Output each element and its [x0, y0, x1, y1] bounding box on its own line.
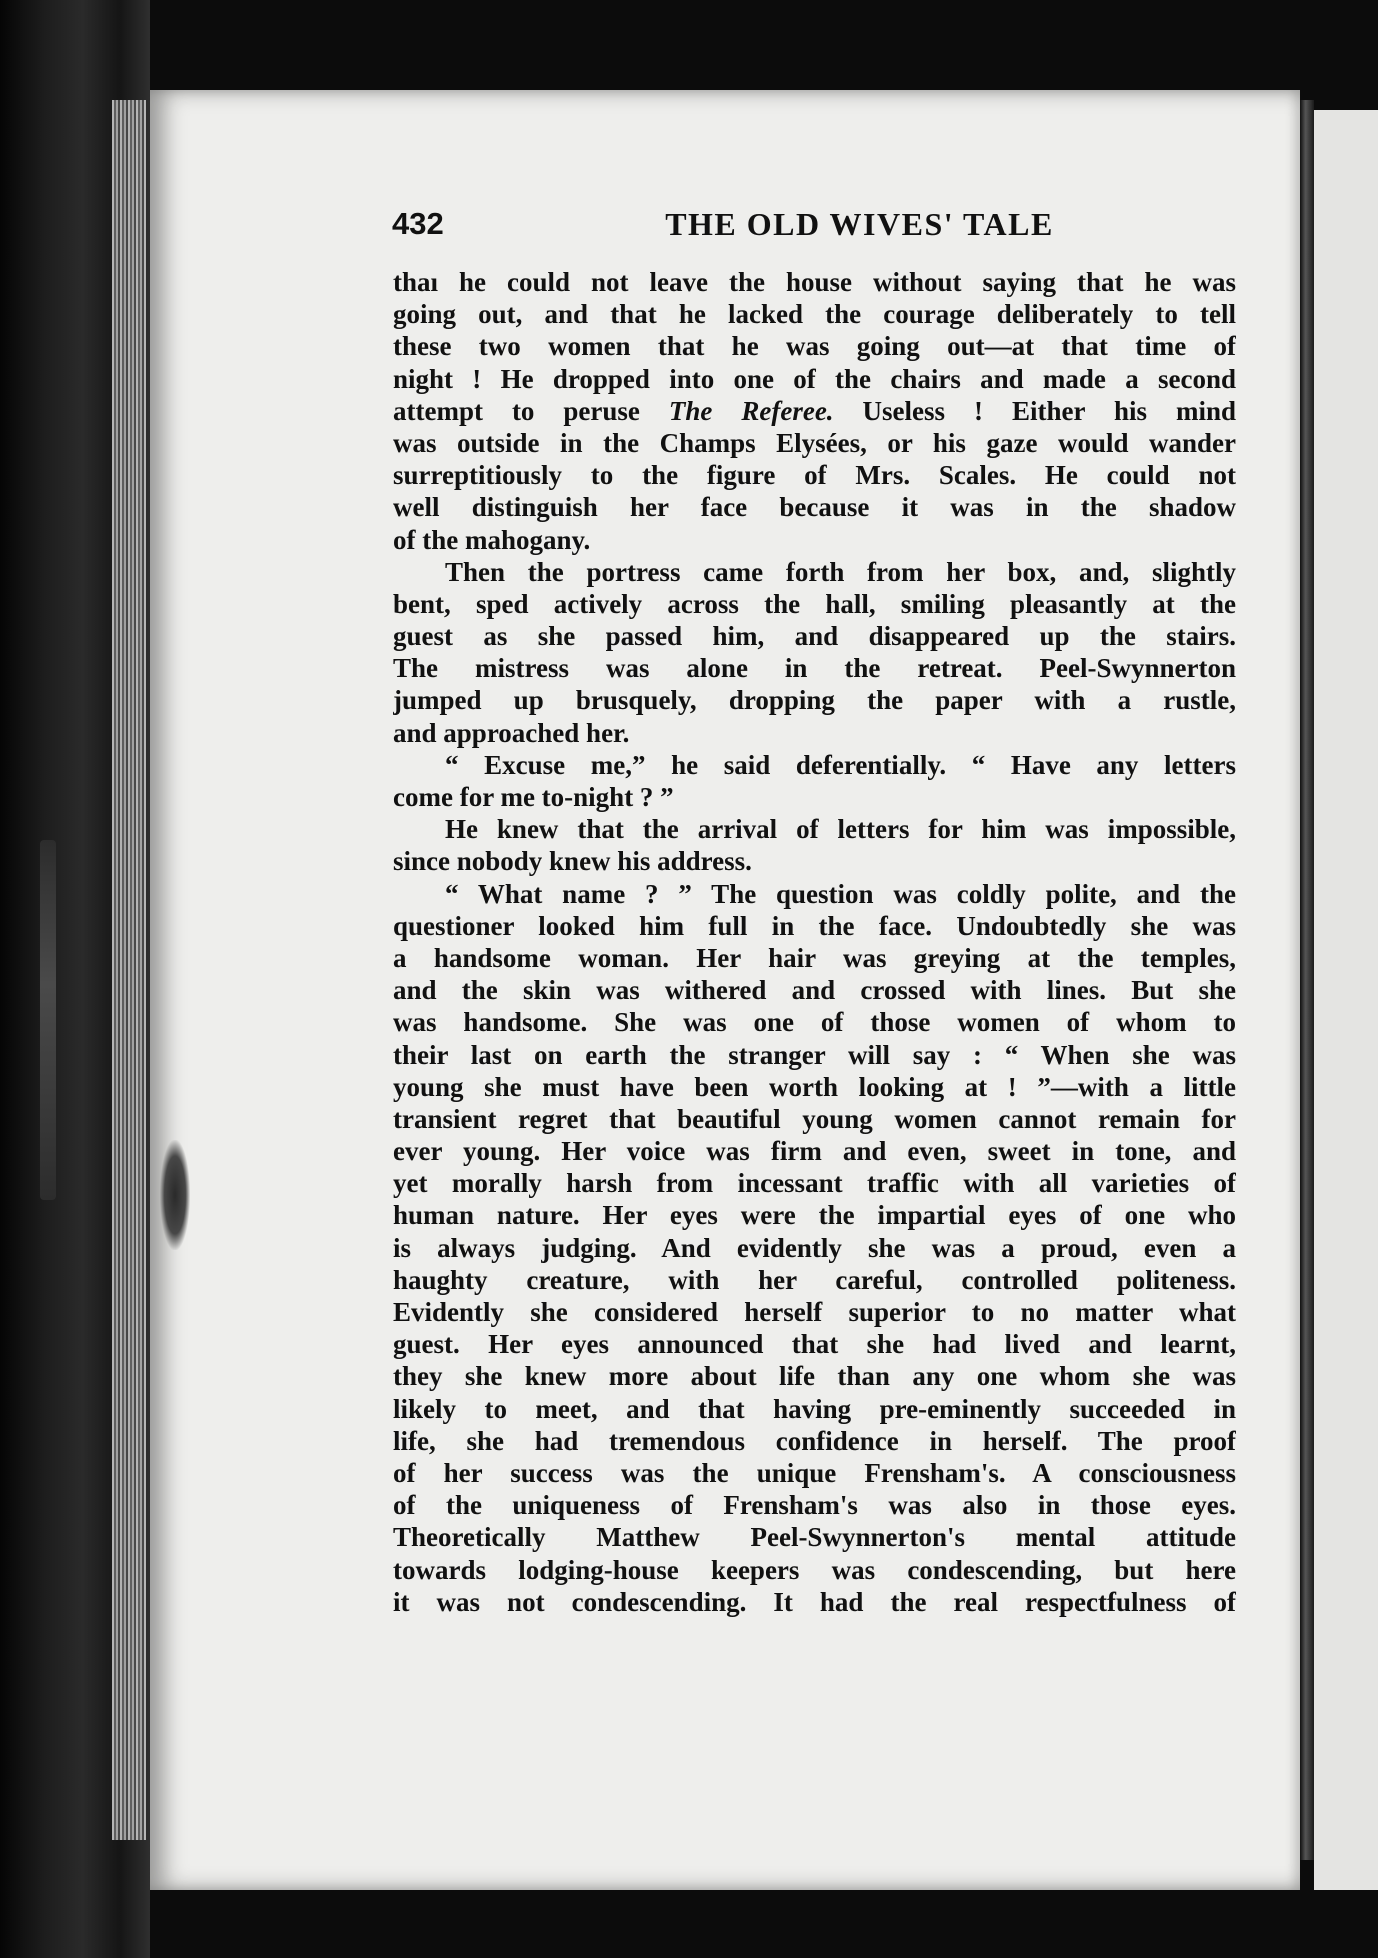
- body-text: [393, 266, 1236, 1618]
- text-line: Evidently she considered herself superior to no matter what: [393, 1297, 1236, 1327]
- text-line: haughty creature, with her careful, controlled politeness.: [393, 1264, 1236, 1295]
- text-line: they she knew more about life than any one whom she was: [393, 1361, 1236, 1392]
- text-line: of the mahogany.: [393, 524, 591, 555]
- text-line: likely to meet, and that having pre-eminently succeeded in: [393, 1393, 1236, 1424]
- italic-title: The Referee.: [668, 395, 834, 426]
- text-line: guest. Her eyes announced that she had lived and learnt,: [393, 1329, 1236, 1360]
- page-edges: [112, 100, 146, 1840]
- text-line: transient regret that beautiful young women cannot remain for: [393, 1103, 1236, 1134]
- text-line: was handsome. She was one of those women of whom to: [393, 1007, 1236, 1038]
- text-line: of her success was the unique Frensham's. A consciousness: [393, 1457, 1236, 1488]
- text-line: ever young. Her voice was firm and even, sweet in tone, and: [393, 1136, 1236, 1167]
- paragraph-start: “ What name ? ” The question was coldly polite, and the: [445, 878, 1236, 909]
- text-line: yet morally harsh from incessant traffic with all varieties of: [393, 1168, 1236, 1199]
- page-gutter: [1300, 100, 1314, 1860]
- next-page-edge: [1314, 110, 1378, 1890]
- text-line: since nobody knew his address.: [393, 846, 752, 877]
- text-line: guest as she passed him, and disappeared up the stairs.: [393, 621, 1236, 652]
- page-header: [392, 206, 1237, 256]
- text-line-with-italic: [393, 395, 1236, 427]
- text-line: thaı he could not leave the house without saying that he was: [393, 267, 1236, 297]
- paragraph-start: “ Excuse me,” he said deferentially. “ Have any letters: [445, 749, 1236, 780]
- text-line: these two women that he was going out—at that time of: [393, 331, 1236, 362]
- text-line: going out, and that he lacked the courage deliberately to tell: [393, 299, 1236, 330]
- text-line: surreptitiously to the figure of Mrs. Scales. He could not: [393, 460, 1236, 491]
- text-line: was outside in the Champs Elysées, or his gaze would wander: [393, 427, 1236, 458]
- text-line: and approached her.: [393, 717, 630, 748]
- paragraph-start: He knew that the arrival of letters for him was impossible,: [445, 814, 1236, 845]
- binding-clip: [160, 1140, 190, 1250]
- text-line: is always judging. And evidently she was a proud, even a: [393, 1232, 1236, 1263]
- text-line: jumped up brusquely, dropping the paper with a rustle,: [393, 685, 1236, 716]
- paragraph-start: Then the portress came forth from her box, and, slightly: [445, 556, 1236, 587]
- text-line: questioner looked him full in the face. Undoubtedly she was: [393, 910, 1236, 941]
- text-line: it was not condescending. It had the real respectfulness of: [393, 1586, 1236, 1617]
- text-line: towards lodging-house keepers was condescending, but here: [393, 1554, 1236, 1585]
- text-line: Theoretically Matthew Peel-Swynnerton's mental attitude: [393, 1522, 1236, 1553]
- running-title: THE OLD WIVES' TALE: [665, 206, 1054, 242]
- text-line: a handsome woman. Her hair was greying at the temples,: [393, 942, 1236, 973]
- page-number: 432: [392, 206, 444, 241]
- text-line: bent, sped actively across the hall, smiling pleasantly at the: [393, 588, 1236, 619]
- line-part: attempt to peruse: [393, 395, 669, 426]
- text-line: of the uniqueness of Frensham's was also in those eyes.: [393, 1490, 1236, 1521]
- text-line: and the skin was withered and crossed with lines. But she: [393, 975, 1236, 1006]
- text-line: well distinguish her face because it was in the shadow: [393, 492, 1236, 523]
- text-line: life, she had tremendous confidence in herself. The proof: [393, 1425, 1236, 1456]
- line-part: Useless ! Either his mind: [833, 395, 1236, 426]
- text-line: young she must have been worth looking at ! ”—with a little: [393, 1071, 1236, 1102]
- text-line: The mistress was alone in the retreat. Peel-Swynnerton: [393, 653, 1236, 684]
- text-line: come for me to-night ? ”: [393, 782, 674, 812]
- text-line: night ! He dropped into one of the chairs and made a second: [393, 363, 1236, 394]
- text-line: human nature. Her eyes were the impartial eyes of one who: [393, 1200, 1236, 1231]
- text-line: their last on earth the stranger will say : “ When she was: [393, 1039, 1236, 1070]
- spine-label: [40, 840, 56, 1200]
